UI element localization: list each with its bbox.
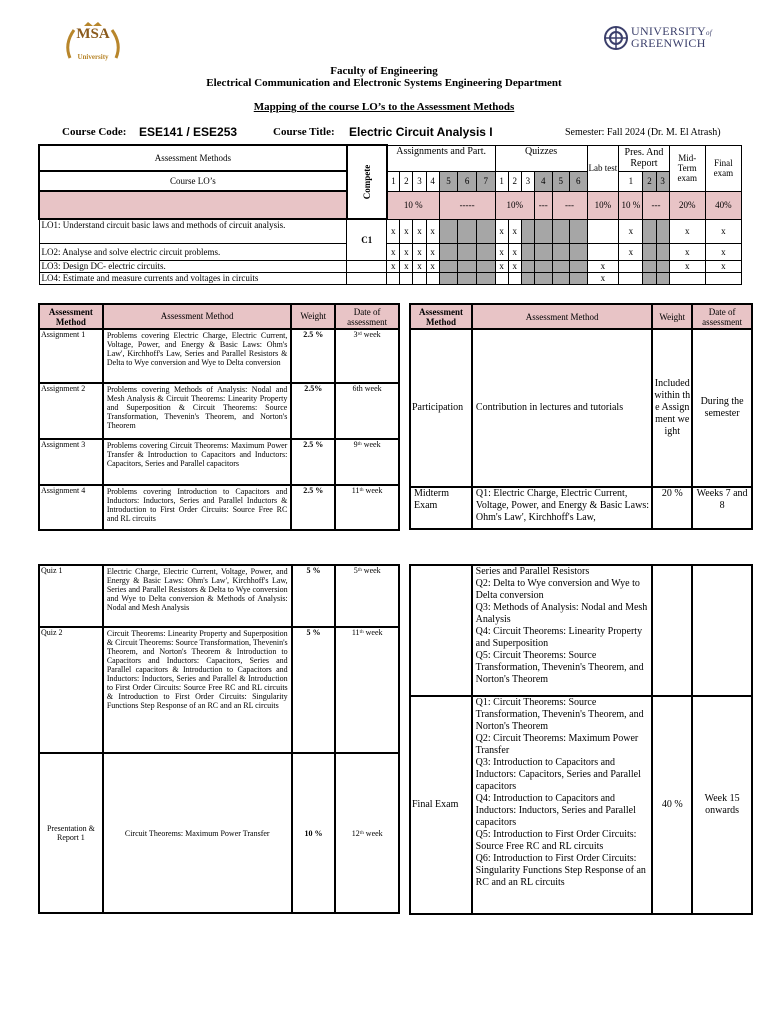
weights-row-label	[39, 191, 347, 219]
assignments-header: Assignments and Part.	[387, 145, 495, 171]
lo1-q6	[570, 219, 588, 243]
assignment-weight: 2.5 %	[291, 439, 335, 485]
assessment-desc-col-header: Assessment Method	[103, 304, 292, 329]
assignment-num-1: 1	[387, 171, 400, 191]
table-row	[39, 383, 399, 439]
lo4-q3	[521, 272, 534, 284]
lo2-q3	[521, 243, 534, 260]
lo2-q1: x	[495, 243, 508, 260]
pres-report-header: Pres. And Report	[619, 145, 669, 171]
lo3-a1: x	[387, 260, 400, 272]
lo2-q4	[535, 243, 553, 260]
lo4-p2	[643, 272, 656, 284]
assignment-description: Problems covering Introduction to Capacitors and Inductors: Inductors, Series and Parallel Inductors & Introduction to First Order Circuits: Source Free RC and RL circuits	[103, 485, 292, 530]
lo2-q5	[552, 243, 570, 260]
lo4-a1	[387, 272, 400, 284]
lo2-p1: x	[619, 243, 643, 260]
assignment-date: 3ʳᵈ week	[335, 329, 399, 383]
date-col-header: Date of assessment	[335, 304, 399, 329]
table-row	[39, 439, 399, 485]
weight-col-header: Weight	[652, 304, 692, 329]
lo1-a7	[476, 219, 495, 243]
lo4-a5	[439, 272, 458, 284]
lo1-a3: x	[413, 219, 426, 243]
lo3-p3	[656, 260, 669, 272]
course-los-header: Course LO’s	[39, 171, 347, 191]
lo3-a2: x	[400, 260, 413, 272]
participation-label: Participation	[410, 329, 472, 487]
lo4-a4	[426, 272, 439, 284]
lo1-a4: x	[426, 219, 439, 243]
lo4-final	[705, 272, 741, 284]
lo4-lab: x	[587, 272, 619, 284]
lo3-q4	[535, 260, 553, 272]
lo2-p3	[656, 243, 669, 260]
table-row	[39, 627, 399, 753]
assessment-desc-col-header: Assessment Method	[472, 304, 652, 329]
lo4-a3	[413, 272, 426, 284]
assignment-name: Assignment 2	[39, 383, 103, 439]
lo3-compete	[347, 260, 387, 272]
assignment-weight: 2.5 %	[291, 329, 335, 383]
assignment-weight: 2.5%	[291, 383, 335, 439]
lo3-q2: x	[508, 260, 521, 272]
lo2-p2	[643, 243, 656, 260]
lo4-a2	[400, 272, 413, 284]
lo4-compete	[347, 272, 387, 284]
quiz-num-3: 3	[521, 171, 534, 191]
lo3-a6	[458, 260, 477, 272]
course-title: Electric Circuit Analysis I	[349, 125, 493, 139]
lo-mapping-table	[38, 144, 742, 285]
lo3-lab: x	[587, 260, 619, 272]
lo1-a6	[458, 219, 477, 243]
course-title-label: Course Title:	[273, 126, 335, 138]
lo1-p3	[656, 219, 669, 243]
quiz-description: Circuit Theorems: Linearity Property and Superposition & Circuit Theorems: Source Transformation, Thevenin's Theorem, and Norton's Theorem & Introduction to Capacitors and Inductors: Capacitors, Series and Parallel capacitors & Introduction to Capacitors and Inductors: Inductors, Series and Parallel & Introduction to First Order Circuits: Source Free RC and RL circuits & Introduction to First Order Circuits: Singularity Functions Step Response of an RC and an RL circuits	[103, 627, 292, 753]
quiz-num-6: 6	[570, 171, 588, 191]
assignment-name: Assignment 4	[39, 485, 103, 530]
lo3-final: x	[705, 260, 741, 272]
lo1-q4	[535, 219, 553, 243]
assignment-weight: 10 %	[387, 191, 440, 219]
lo4-q6	[570, 272, 588, 284]
lo1-p2	[643, 219, 656, 243]
lo3-a3: x	[413, 260, 426, 272]
assignment-name: Assignment 3	[39, 439, 103, 485]
greenwich-logo-line2: GREENWICH	[631, 36, 706, 50]
faculty-heading: Faculty of Engineering	[330, 65, 438, 77]
lo2-a3: x	[413, 243, 426, 260]
table-row	[39, 485, 399, 530]
lo1-mid: x	[669, 219, 705, 243]
lo2-a7	[476, 243, 495, 260]
assignment-date: 9ᵗʰ week	[335, 439, 399, 485]
course-code: ESE141 / ESE253	[139, 125, 238, 139]
lo3-a5	[439, 260, 458, 272]
assignment-date: 6th week	[335, 383, 399, 439]
lo4-q1	[495, 272, 508, 284]
assignment-date: 11ᵗʰ week	[335, 485, 399, 530]
midterm-cont-date	[692, 565, 752, 696]
semester-info: Semester: Fall 2024 (Dr. M. El Atrash)	[565, 127, 721, 138]
quizzes-header: Quizzes	[495, 145, 587, 171]
assignment-description: Problems covering Electric Charge, Electric Current, Voltage, Power, and Energy & Basic Laws: Ohm's Law', Kirchhoff's Law, Series and Parallel Resistors & Delta to Wye conversion and Wye to Delta conversion	[103, 329, 292, 383]
quiz-date: 11ᵗʰ week	[335, 627, 399, 753]
midterm-description-continued: Series and Parallel Resistors Q2: Delta to Wye conversion and Wye to Delta conversion Q3: Methods of Analysis: Nodal and Mesh Analysis Q4: Circuit Theorems: Linearity Property and Superposition Q5: Circuit Theorems: Source Transformation, Thevenin's Theorem, and Norton's Theorem	[472, 565, 653, 696]
lo1-lab	[587, 219, 619, 243]
lo1-p1: x	[619, 219, 643, 243]
lo1-a5	[439, 219, 458, 243]
lo2-a5	[439, 243, 458, 260]
final-exam-description: Q1: Circuit Theorems: Source Transformation, Thevenin's Theorem, and Norton's Theorem Q2: Circuit Theorems: Maximum Power Transfer Q3: Introduction to Capacitors and Inductors: Capacitors, Series and Parallel capacitors Q4: Introduction to Capacitors and Inductors: Inductors, Series and Parallel capacitors Q5: Introduction to First Order Circuits: Source Free RC and RL circuits Q6: Introduction to First Order Circuits: Singularity Functions Step Response of an RC and an RL circuits	[472, 696, 653, 914]
lo2-lab	[587, 243, 619, 260]
assignment-description: Problems covering Methods of Analysis: Nodal and Mesh Analysis & Circuit Theorems: Linearity Property and Superposition & Circuit Theorems: Source Transformation, Thevenin's Theorem, and Norton's Theorem	[103, 383, 292, 439]
pres-dash: ---	[643, 191, 669, 219]
midterm-description: Q1: Electric Charge, Electric Current, Voltage, Power, and Energy & Basic Laws: Ohm's Law', Kirchhoff's Law,	[472, 487, 652, 529]
lo3-p1	[619, 260, 643, 272]
assignment-num-6: 6	[458, 171, 477, 191]
quizzes-table	[38, 564, 400, 914]
msa-university-logo	[62, 20, 124, 66]
table-row	[39, 565, 399, 627]
lo3-q5	[552, 260, 570, 272]
lo1-q5	[552, 219, 570, 243]
assignment-weight: 2.5 %	[291, 485, 335, 530]
assessment-methods-header: Assessment Methods	[39, 145, 347, 171]
lo4-q4	[535, 272, 553, 284]
quiz-name: Quiz 1	[39, 565, 103, 627]
competence-c1: C1	[347, 219, 387, 260]
presentation-description: Circuit Theorems: Maximum Power Transfer	[103, 753, 292, 913]
pres-num-2: 2	[643, 171, 656, 191]
assessment-method-col-header: Assessment Method	[39, 304, 103, 329]
greenwich-crest-icon	[604, 26, 628, 50]
lo3-q1: x	[495, 260, 508, 272]
participation-midterm-table	[409, 303, 753, 530]
assignment-name: Assignment 1	[39, 329, 103, 383]
midterm-weight: 20 %	[652, 487, 692, 529]
quiz-weight: 5 %	[292, 565, 336, 627]
participation-weight: Included within the Assignment weight	[652, 329, 692, 487]
lo4-p3	[656, 272, 669, 284]
final-weight: 40%	[705, 191, 741, 219]
pres-weight: 10 %	[619, 191, 643, 219]
lo3-p2	[643, 260, 656, 272]
lo2-q2: x	[508, 243, 521, 260]
greenwich-logo-line1: UNIVERSITYof	[631, 24, 713, 38]
lab-test-header: Lab test	[587, 145, 619, 191]
weight-col-header: Weight	[291, 304, 335, 329]
lo4-label: LO4: Estimate and measure currents and voltages in circuits	[39, 272, 347, 284]
lo3-a4: x	[426, 260, 439, 272]
assignment-num-7: 7	[476, 171, 495, 191]
msa-logo-text: MSA	[76, 26, 110, 42]
final-exam-header: Final exam	[705, 145, 741, 191]
lo2-mid: x	[669, 243, 705, 260]
lo3-mid: x	[669, 260, 705, 272]
greenwich-university-logo	[604, 24, 744, 54]
lo1-a2: x	[400, 219, 413, 243]
quiz-num-1: 1	[495, 171, 508, 191]
lo2-a6	[458, 243, 477, 260]
compete-header: Compete	[347, 145, 387, 219]
assignment-num-2: 2	[400, 171, 413, 191]
lo1-final: x	[705, 219, 741, 243]
lo4-a7	[476, 272, 495, 284]
midterm-cont-label	[410, 565, 472, 696]
quiz-num-2: 2	[508, 171, 521, 191]
date-col-header: Date of assessment	[692, 304, 752, 329]
quiz-num-4: 4	[535, 171, 553, 191]
table-row	[39, 329, 399, 383]
quiz-description: Electric Charge, Electric Current, Voltage, Power, and Energy & Basic Laws: Ohm's Law', Kirchhoff's Law, Series and Parallel Resistors & Delta to Wye conversion and Wye to Delta conversion & Methods of Analysis: Nodal and Mesh Analysis	[103, 565, 292, 627]
midterm-weight: 20%	[669, 191, 705, 219]
assignment-num-4: 4	[426, 171, 439, 191]
pres-num-1: 1	[619, 171, 643, 191]
assignment-num-3: 3	[413, 171, 426, 191]
participation-description: Contribution in lectures and tutorials	[472, 329, 652, 487]
quiz-date: 5ᵗʰ week	[335, 565, 399, 627]
midterm-final-table	[409, 564, 753, 915]
lo1-q2: x	[508, 219, 521, 243]
lo3-q3	[521, 260, 534, 272]
msa-logo-subtext: University	[77, 53, 109, 61]
lab-weight: 10%	[587, 191, 619, 219]
assignments-table	[38, 303, 400, 531]
lo3-q6	[570, 260, 588, 272]
midterm-date: Weeks 7 and 8	[692, 487, 752, 529]
quiz-name: Quiz 2	[39, 627, 103, 753]
lo2-a1: x	[387, 243, 400, 260]
table-row	[39, 753, 399, 913]
department-heading: Electrical Communication and Electronic Systems Engineering Department	[206, 77, 562, 89]
lo4-p1	[619, 272, 643, 284]
participation-date: During the semester	[692, 329, 752, 487]
lo2-a2: x	[400, 243, 413, 260]
final-exam-date: Week 15 onwards	[692, 696, 752, 914]
quiz-weight: 10%	[495, 191, 534, 219]
course-code-label: Course Code:	[62, 126, 127, 138]
assignment-description: Problems covering Circuit Theorems: Maximum Power Transfer & Introduction to Capacitors and Inductors: Capacitors, Series and Parallel capacitors	[103, 439, 292, 485]
lo2-q6	[570, 243, 588, 260]
quiz-dash-2: ---	[552, 191, 587, 219]
presentation-weight: 10 %	[292, 753, 336, 913]
participation-weight: -----	[439, 191, 495, 219]
lo1-q3	[521, 219, 534, 243]
pres-num-3: 3	[656, 171, 669, 191]
midterm-header: Mid-Term exam	[669, 145, 705, 191]
midterm-label: Midterm Exam	[410, 487, 472, 529]
midterm-cont-weight	[652, 565, 692, 696]
lo2-final: x	[705, 243, 741, 260]
lo4-mid	[669, 272, 705, 284]
lo1-label: LO1: Understand circuit basic laws and methods of circuit analysis.	[39, 219, 347, 243]
lo1-q1: x	[495, 219, 508, 243]
lo4-q2	[508, 272, 521, 284]
quiz-num-5: 5	[552, 171, 570, 191]
lo2-a4: x	[426, 243, 439, 260]
quiz-dash-1: ---	[535, 191, 553, 219]
assignment-num-5: 5	[439, 171, 458, 191]
final-exam-label: Final Exam	[410, 696, 472, 914]
final-exam-weight: 40 %	[652, 696, 692, 914]
lo4-a6	[458, 272, 477, 284]
lo1-a1: x	[387, 219, 400, 243]
presentation-date: 12ᵗʰ week	[335, 753, 399, 913]
quiz-weight: 5 %	[292, 627, 336, 753]
lo4-q5	[552, 272, 570, 284]
document-title: Mapping of the course LO’s to the Assessment Methods	[253, 101, 515, 113]
assessment-method-col-header: Assessment Method	[410, 304, 472, 329]
presentation-name: Presentation & Report 1	[39, 753, 103, 913]
lo2-label: LO2: Analyse and solve electric circuit problems.	[39, 243, 347, 260]
lo3-label: LO3: Design DC- electric circuits.	[39, 260, 347, 272]
lo3-a7	[476, 260, 495, 272]
